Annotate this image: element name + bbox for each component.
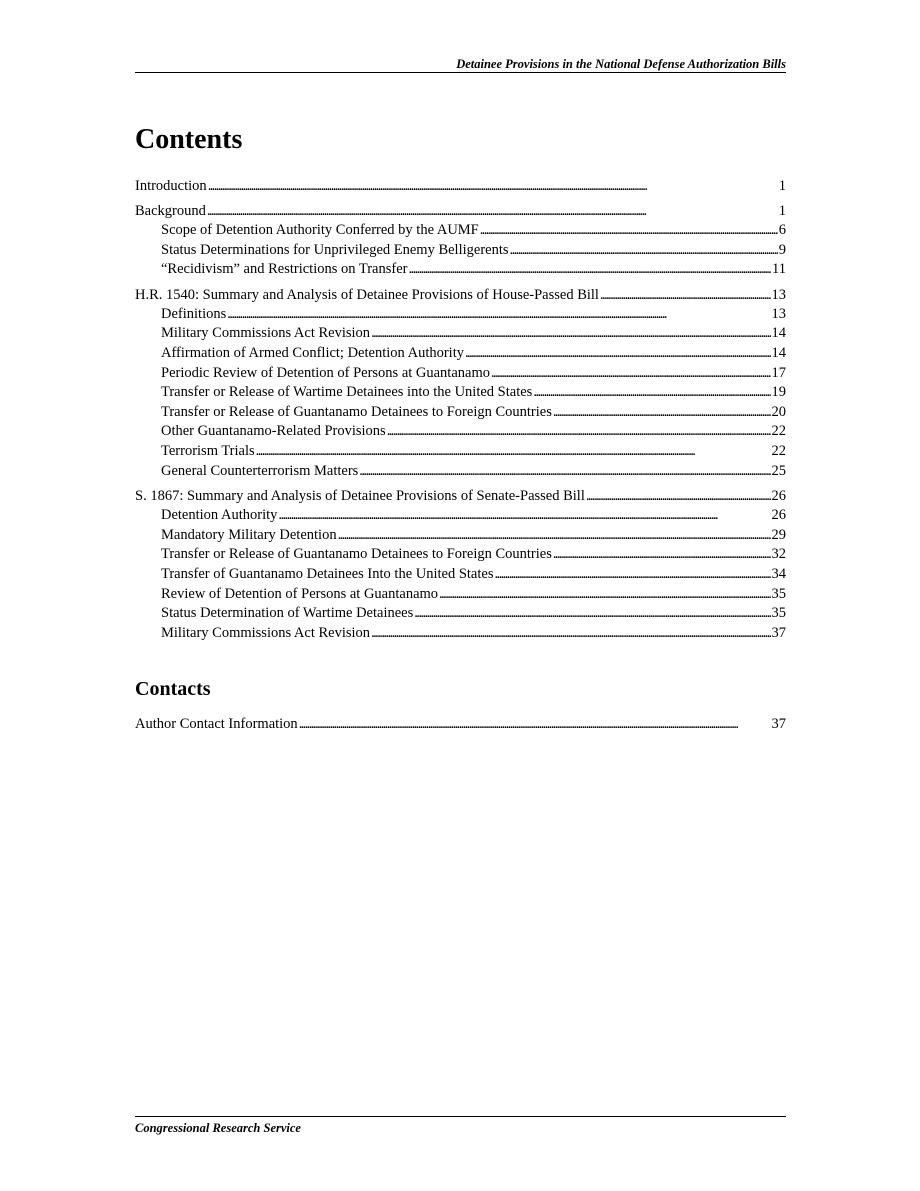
dot-leader	[387, 422, 771, 442]
toc-subentry[interactable]	[135, 604, 786, 624]
contacts-list	[135, 715, 786, 734]
dot-leader	[600, 286, 771, 305]
toc-entry-title: Definitions	[161, 305, 227, 322]
toc-entry-title: Transfer of Guantanamo Detainees Into the United States	[161, 565, 494, 582]
toc-page-number: 34	[771, 565, 786, 582]
toc-page-number: 11	[772, 261, 786, 278]
dot-leader	[408, 260, 771, 280]
dot-leader	[371, 324, 770, 344]
toc-section	[135, 177, 786, 196]
toc-entry[interactable]	[135, 286, 786, 305]
toc-entry[interactable]	[135, 177, 786, 196]
dot-leader	[491, 364, 771, 384]
toc-page-number: 20	[771, 403, 786, 420]
toc-page-number: 17	[771, 364, 786, 381]
toc-subentry[interactable]	[135, 565, 786, 585]
table-of-contents	[135, 177, 786, 649]
toc-subentry[interactable]	[135, 585, 786, 605]
toc-subentry[interactable]	[135, 383, 786, 403]
toc-subentry[interactable]	[135, 506, 786, 526]
toc-page-number: 14	[771, 325, 786, 342]
toc-page-number: 22	[771, 442, 786, 459]
dot-leader	[414, 604, 770, 624]
toc-page-number: 37	[771, 624, 786, 641]
toc-page-number: 26	[771, 507, 786, 524]
dot-leader	[256, 442, 771, 462]
dot-leader	[227, 305, 770, 325]
toc-page-number: 1	[778, 178, 786, 194]
toc-subentry[interactable]	[135, 344, 786, 364]
dot-leader	[278, 506, 770, 526]
toc-entry-title: Transfer or Release of Wartime Detainees into the United States	[161, 384, 533, 401]
toc-subentry[interactable]	[135, 526, 786, 546]
toc-page-number: 14	[771, 344, 786, 361]
dot-leader	[208, 177, 778, 196]
toc-subentry[interactable]	[135, 324, 786, 344]
toc-subentry[interactable]	[135, 305, 786, 325]
toc-entry[interactable]	[135, 202, 786, 221]
toc-subentry[interactable]	[135, 403, 786, 423]
dot-leader	[480, 221, 778, 241]
toc-entry-title: Scope of Detention Authority Conferred by the AUMF	[161, 222, 479, 238]
toc-entry-title: Affirmation of Armed Conflict; Detention Authority	[161, 344, 464, 361]
toc-entry-title: Background	[135, 203, 206, 219]
toc-page-number: 19	[771, 384, 786, 401]
toc-subentry[interactable]	[135, 624, 786, 644]
toc-entry-title: Transfer or Release of Guantanamo Detainees to Foreign Countries	[161, 546, 552, 563]
header-rule	[135, 72, 786, 73]
contacts-heading: Contacts	[135, 678, 211, 700]
dot-leader	[207, 202, 778, 221]
toc-section	[135, 286, 786, 481]
toc-section	[135, 202, 786, 280]
dot-leader	[533, 383, 770, 403]
toc-entry-title: Status Determinations for Unprivileged Enemy Belligerents	[161, 241, 509, 258]
toc-page-number: 32	[771, 546, 786, 563]
toc-entry-title: S. 1867: Summary and Analysis of Detainee Provisions of Senate-Passed Bill	[135, 488, 585, 505]
toc-entry-title: Transfer or Release of Guantanamo Detainees to Foreign Countries	[161, 403, 552, 420]
toc-entry-title: Terrorism Trials	[161, 442, 255, 459]
running-footer: Congressional Research Service	[135, 1121, 301, 1135]
toc-subentry[interactable]	[135, 260, 786, 280]
dot-leader	[338, 526, 771, 546]
dot-leader	[494, 565, 770, 585]
contents-heading: Contents	[135, 124, 243, 155]
toc-entry-title: “Recidivism” and Restrictions on Transfer	[161, 261, 408, 278]
toc-entry[interactable]	[135, 487, 786, 506]
dot-leader	[299, 715, 771, 734]
toc-subentry[interactable]	[135, 422, 786, 442]
dot-leader	[553, 403, 771, 423]
toc-subentry[interactable]	[135, 241, 786, 261]
dot-leader	[510, 241, 778, 261]
dot-leader	[439, 585, 770, 605]
toc-subentry[interactable]	[135, 221, 786, 241]
footer-rule	[135, 1116, 786, 1117]
dot-leader	[371, 624, 770, 644]
toc-entry-title: Mandatory Military Detention	[161, 526, 337, 543]
toc-page-number: 29	[771, 526, 786, 543]
toc-page-number: 25	[771, 462, 786, 479]
toc-page-number: 35	[771, 605, 786, 622]
toc-page-number: 37	[771, 716, 786, 732]
toc-entry-title: General Counterterrorism Matters	[161, 462, 359, 479]
toc-entry-title: Military Commissions Act Revision	[161, 624, 371, 641]
toc-page-number: 26	[771, 488, 786, 505]
toc-entry-title: Military Commissions Act Revision	[161, 325, 371, 342]
toc-subentry[interactable]	[135, 462, 786, 482]
toc-entry[interactable]	[135, 715, 786, 734]
toc-page-number: 6	[778, 222, 786, 238]
toc-page-number: 13	[771, 305, 786, 322]
toc-page-number: 1	[778, 203, 786, 219]
toc-entry-title: Introduction	[135, 178, 207, 194]
toc-subentry[interactable]	[135, 545, 786, 565]
toc-page-number: 35	[771, 585, 786, 602]
dot-leader	[465, 344, 771, 364]
running-header: Detainee Provisions in the National Defense Authorization Bills	[456, 57, 786, 71]
toc-entry-title: H.R. 1540: Summary and Analysis of Detainee Provisions of House-Passed Bill	[135, 286, 599, 303]
dot-leader	[359, 462, 770, 482]
dot-leader	[553, 545, 771, 565]
toc-page-number: 13	[771, 286, 786, 303]
toc-entry-title: Other Guantanamo-Related Provisions	[161, 423, 386, 440]
toc-entry-title: Periodic Review of Detention of Persons at Guantanamo	[161, 364, 490, 381]
toc-entry-title: Detention Authority	[161, 507, 278, 524]
toc-subentry[interactable]	[135, 442, 786, 462]
toc-subentry[interactable]	[135, 364, 786, 384]
toc-entry-title: Review of Detention of Persons at Guantanamo	[161, 585, 439, 602]
toc-page-number: 9	[778, 241, 786, 258]
toc-entry-title: Author Contact Information	[135, 716, 298, 732]
toc-section	[135, 487, 786, 643]
dot-leader	[586, 487, 771, 506]
toc-entry-title: Status Determination of Wartime Detainees	[161, 605, 414, 622]
toc-page-number: 22	[771, 423, 786, 440]
